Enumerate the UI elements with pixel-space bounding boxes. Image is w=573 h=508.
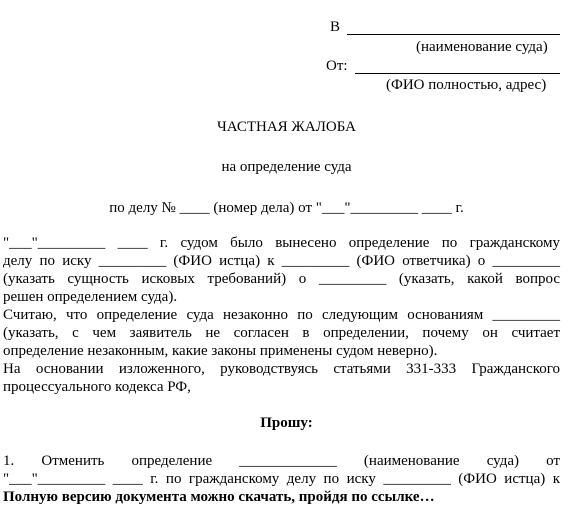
from-caption: (ФИО полностью, адрес) [386,77,547,93]
body-line: На основании изложенного, руководствуясь статьями 331-333 Гражданского [3,361,560,377]
court-caption: (наименование суда) [416,39,548,55]
body-line: определение незаконным, какие законы применены судом неверно). [3,343,438,359]
court-label [330,18,340,36]
case-line: по делу № ____ (номер дела) от "___"_________ ____ г. [109,200,464,216]
court-label-text: В [330,19,341,35]
body-line: решен определением суда). [3,289,178,305]
from-line [355,58,560,74]
request-heading: Прошу: [260,415,313,431]
court-name-line [347,19,560,35]
body-line: делу по иску _________ (ФИО истца) к _________ (ФИО ответчика) о _________ [3,253,560,269]
request-item-line: "___"_________ ____ г. по гражданскому делу по иску _________ (ФИО истца) к [3,471,560,487]
body-line: (указать, с чем заявитель не согласен в определении, почему он считает [3,325,560,341]
from-label: От: [326,58,348,74]
body-line: "___"_________ ____ г. судом было вынесено определение по гражданскому [3,235,560,251]
request-item-line: 1. Отменить определение _____________ (наименование суда) от [3,453,560,469]
download-link[interactable]: Полную версию документа можно скачать, пройдя по ссылке… [3,489,435,505]
document-title: ЧАСТНАЯ ЖАЛОБА [217,119,356,135]
body-line: процессуального кодекса РФ, [3,379,191,395]
body-line: Считаю, что определение суда незаконно по следующим основаниям _________ [3,307,560,323]
body-line: (указать сущность исковых требований) о _________ (указать, какой вопрос [3,271,560,287]
document-subtitle: на определение суда [221,159,352,175]
